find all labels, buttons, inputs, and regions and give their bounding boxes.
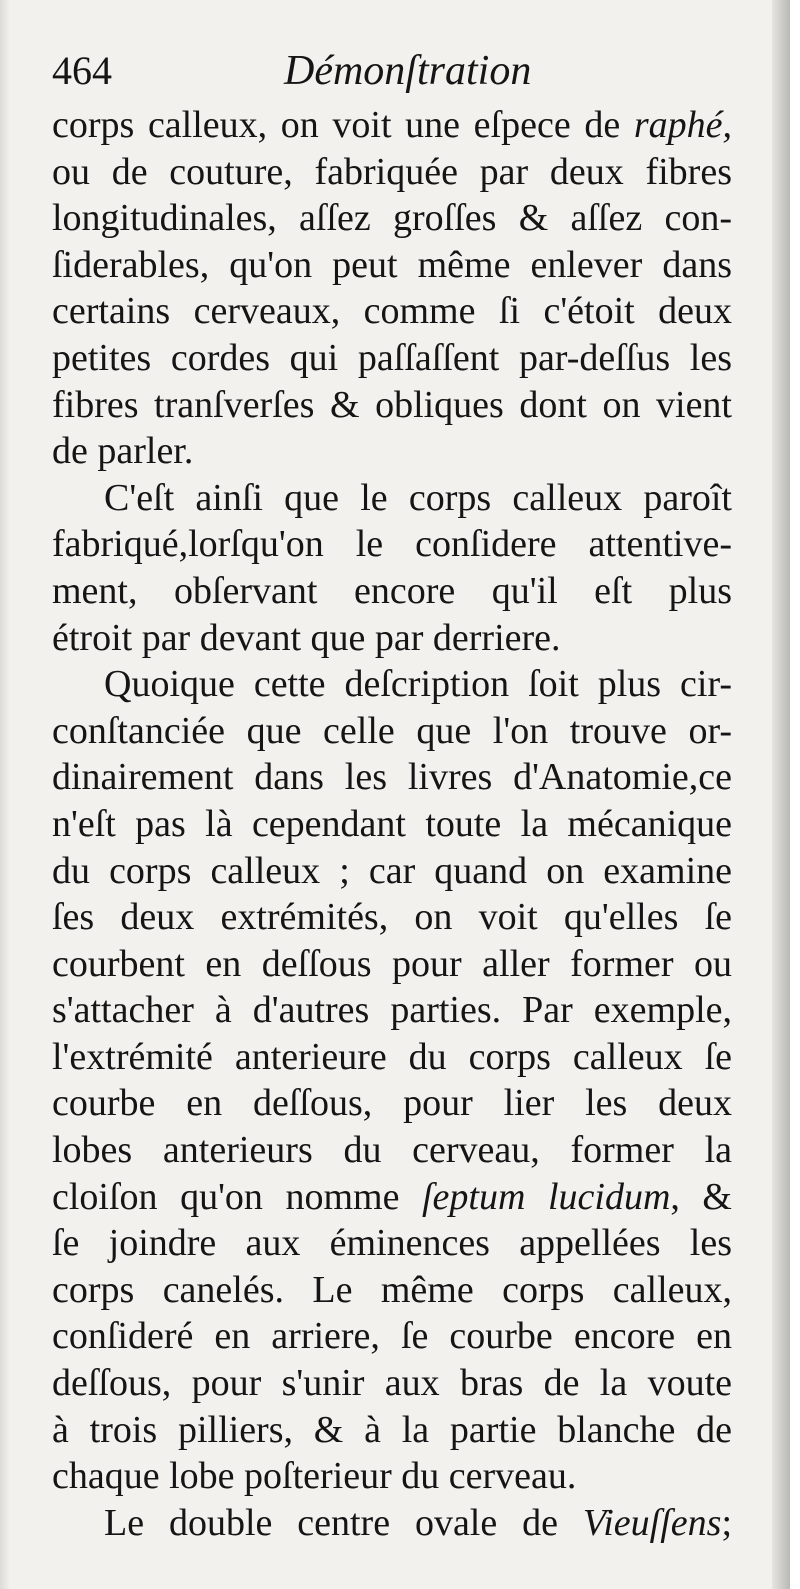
text-line: ou de couture, fabriquée par deux fibres	[52, 150, 732, 193]
text-line: l'extrémité anterieure du corps calleux ſe	[52, 1035, 732, 1078]
running-title: Démonſtration	[284, 48, 532, 94]
text-line: cloiſon qu'on nomme ſeptum lucidum, &	[52, 1175, 732, 1218]
text-line: ſe joindre aux éminences appellées les	[52, 1222, 732, 1265]
text-line: certains cerveaux, comme ſi c'étoit deux	[52, 290, 732, 333]
text-line: corps canelés. Le même corps calleux,	[52, 1268, 732, 1311]
text-line: corps calleux, on voit une eſpece de raphé,	[52, 104, 732, 146]
page-right-shadow	[772, 0, 790, 1589]
text-line: chaque lobe poſterieur du cerveau.	[52, 1455, 577, 1498]
body-text	[52, 102, 732, 1546]
text-line: du corps calleux ; car quand on examine	[52, 849, 732, 892]
text-line: s'attacher à d'autres parties. Par exemple,	[52, 989, 732, 1032]
text-line: Le double centre ovale de Vieuſſens;	[104, 1501, 732, 1544]
text-line: dinairement dans les livres d'Anatomie,ce	[52, 756, 732, 799]
text-line: étroit par devant que par derriere.	[52, 616, 561, 659]
text-line: ſiderables, qu'on peut même enlever dans	[52, 243, 732, 286]
text-line: n'eſt pas là cependant toute la mécanique	[52, 802, 732, 845]
page-left-shadow	[0, 0, 10, 1589]
text-line: ment, obſervant encore qu'il eſt plus	[52, 569, 732, 612]
text-line: fibres tranſverſes & obliques dont on vient	[52, 383, 732, 426]
text-line: deſſous, pour s'unir aux bras de la voute	[52, 1362, 732, 1405]
running-header	[52, 46, 742, 96]
text-line: C'eſt ainſi que le corps calleux paroît	[104, 476, 732, 519]
text-line: de parler.	[52, 430, 194, 473]
text-line: petites cordes qui paſſaſſent par-deſſus les	[52, 336, 732, 379]
page-number: 464	[52, 48, 112, 93]
text-line: conſtanciée que celle que l'on trouve or-	[52, 709, 732, 752]
text-line: Quoique cette deſcription ſoit plus cir-	[104, 663, 732, 706]
text-line: conſideré en arriere, ſe courbe encore en	[52, 1315, 732, 1358]
text-line: courbe en deſſous, pour lier les deux	[52, 1082, 732, 1125]
text-line: longitudinales, aſſez groſſes & aſſez con-	[52, 197, 732, 240]
text-line: fabriqué,lorſqu'on le conſidere attentive-	[52, 523, 732, 566]
text-line: courbent en deſſous pour aller former ou	[52, 942, 732, 985]
text-line: ſes deux extrémités, on voit qu'elles ſe	[52, 896, 732, 939]
text-line: à trois pilliers, & à la partie blanche de	[52, 1408, 732, 1451]
text-line: lobes anterieurs du cerveau, former la	[52, 1129, 732, 1172]
